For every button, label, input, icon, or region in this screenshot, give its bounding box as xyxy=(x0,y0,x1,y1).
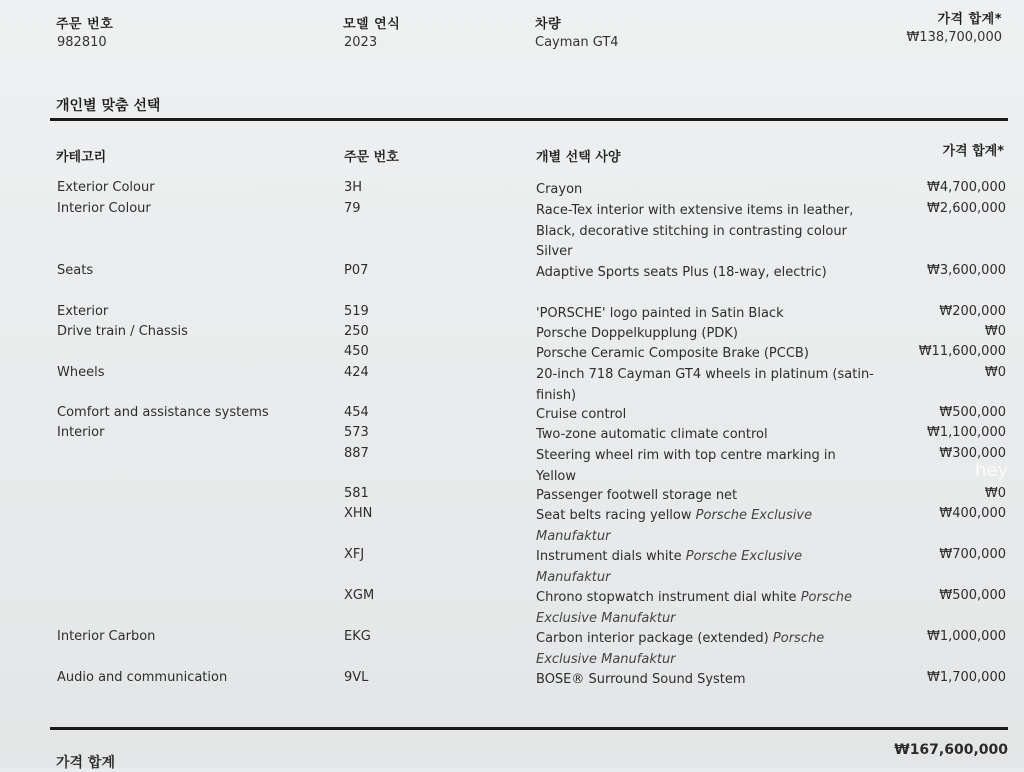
row-code: P07 xyxy=(344,263,369,278)
watermark-text: hey xyxy=(975,460,1009,481)
row-code: XGM xyxy=(344,588,375,603)
row-description xyxy=(536,446,876,487)
row-description xyxy=(536,670,876,691)
total-value: ₩167,600,000 xyxy=(894,742,1008,758)
row-description xyxy=(536,324,876,345)
row-code: 79 xyxy=(344,201,361,216)
row-price: ₩11,600,000 xyxy=(918,344,1006,359)
row-category: Exterior xyxy=(57,304,109,319)
row-price: ₩700,000 xyxy=(939,547,1006,562)
row-description xyxy=(536,486,876,507)
row-code: XFJ xyxy=(344,547,365,562)
vehicle-label: 차량 xyxy=(535,17,562,32)
row-description-text: Instrument dials white xyxy=(536,549,682,564)
row-description xyxy=(536,588,876,629)
row-description xyxy=(536,506,876,547)
row-description-text: Two-zone automatic climate control xyxy=(536,427,768,442)
row-description xyxy=(536,629,876,670)
row-category: Audio and communication xyxy=(57,670,228,685)
row-description-text: 'PORSCHE' logo painted in Satin Black xyxy=(536,306,784,321)
row-code: EKG xyxy=(344,629,371,644)
row-description-text: Adaptive Sports seats Plus (18-way, electric) xyxy=(536,265,827,280)
row-code: 581 xyxy=(344,486,369,501)
row-description-note: Porsche Exclusive Manufaktur xyxy=(536,590,852,626)
row-description-text: BOSE® Surround Sound System xyxy=(536,672,746,687)
model-year-label: 모델 연식 xyxy=(343,17,401,32)
row-category: Comfort and assistance systems xyxy=(57,405,269,420)
row-category: Drive train / Chassis xyxy=(57,324,188,339)
row-description-text: 20-inch 718 Cayman GT4 wheels in platinum (satin-finish) xyxy=(536,367,874,403)
row-code: XHN xyxy=(344,506,373,521)
row-code: 454 xyxy=(344,405,369,420)
row-description-text: Crayon xyxy=(536,182,583,197)
row-description-text: Porsche Doppelkupplung (PDK) xyxy=(536,326,738,341)
row-price: ₩500,000 xyxy=(939,588,1006,603)
row-category: Exterior Colour xyxy=(57,180,155,195)
vehicle-value: Cayman GT4 xyxy=(535,35,619,50)
row-description xyxy=(536,201,876,263)
row-description-note: Porsche Exclusive Manufaktur xyxy=(536,549,803,585)
row-price: ₩1,700,000 xyxy=(926,670,1006,685)
row-description-text: Porsche Ceramic Composite Brake (PCCB) xyxy=(536,346,809,361)
column-header-option: 개별 선택 사양 xyxy=(536,150,621,165)
row-description-note: Porsche Exclusive Manufaktur xyxy=(536,631,825,667)
row-description-note: Porsche Exclusive Manufaktur xyxy=(536,508,813,544)
row-description xyxy=(536,425,876,446)
row-description xyxy=(536,547,876,588)
row-description xyxy=(536,304,876,325)
row-description xyxy=(536,344,876,365)
row-category: Wheels xyxy=(57,365,105,380)
column-header-code: 주문 번호 xyxy=(344,150,399,165)
row-category: Interior xyxy=(57,425,105,440)
section-divider xyxy=(50,118,1008,121)
row-code: 887 xyxy=(344,446,369,461)
row-price: ₩200,000 xyxy=(939,304,1006,319)
row-code: 424 xyxy=(344,365,369,380)
row-code: 573 xyxy=(344,425,369,440)
row-price: ₩1,000,000 xyxy=(926,629,1006,644)
order-number-value: 982810 xyxy=(57,35,107,50)
row-price: ₩3,600,000 xyxy=(926,263,1006,278)
row-price: ₩0 xyxy=(984,365,1006,380)
row-category: Seats xyxy=(57,263,94,278)
model-year-value: 2023 xyxy=(344,35,378,50)
row-description-text: Seat belts racing yellow xyxy=(536,508,692,523)
row-code: 9VL xyxy=(344,670,369,685)
price-total-value: ₩138,700,000 xyxy=(906,30,1002,45)
row-price: ₩0 xyxy=(984,324,1006,339)
row-price: ₩4,700,000 xyxy=(926,180,1006,195)
total-label: 가격 합계 xyxy=(56,755,115,771)
row-code: 3H xyxy=(344,180,363,195)
row-price: ₩400,000 xyxy=(939,506,1006,521)
row-code: 519 xyxy=(344,304,369,319)
row-description xyxy=(536,180,876,201)
row-code: 450 xyxy=(344,344,369,359)
row-price: ₩0 xyxy=(984,486,1006,501)
row-description-text: Carbon interior package (extended) xyxy=(536,631,769,646)
order-number-label: 주문 번호 xyxy=(56,17,114,32)
row-category: Interior Colour xyxy=(57,201,151,216)
row-description-text: Chrono stopwatch instrument dial white xyxy=(536,590,797,605)
row-price: ₩1,100,000 xyxy=(926,425,1006,440)
row-description xyxy=(536,365,876,406)
row-description-text: Cruise control xyxy=(536,407,627,422)
row-price: ₩300,000 xyxy=(939,446,1006,461)
total-divider xyxy=(50,727,1008,730)
row-description-text: Passenger footwell storage net xyxy=(536,488,738,503)
section-title: 개인별 맞춤 선택 xyxy=(56,98,161,114)
row-description xyxy=(536,263,876,284)
row-category: Interior Carbon xyxy=(57,629,156,644)
row-description-text: Race-Tex interior with extensive items in leather, Black, decorative stitching in contrasting colour Silver xyxy=(536,203,854,259)
column-header-category: 카테고리 xyxy=(56,150,107,165)
column-header-price: 가격 합계* xyxy=(942,144,1004,159)
row-price: ₩500,000 xyxy=(939,405,1006,420)
row-code: 250 xyxy=(344,324,369,339)
row-price: ₩2,600,000 xyxy=(926,201,1006,216)
row-description-text: Steering wheel rim with top centre marking in Yellow xyxy=(536,448,836,484)
row-description xyxy=(536,405,876,426)
price-total-label: 가격 합계* xyxy=(937,12,1002,27)
